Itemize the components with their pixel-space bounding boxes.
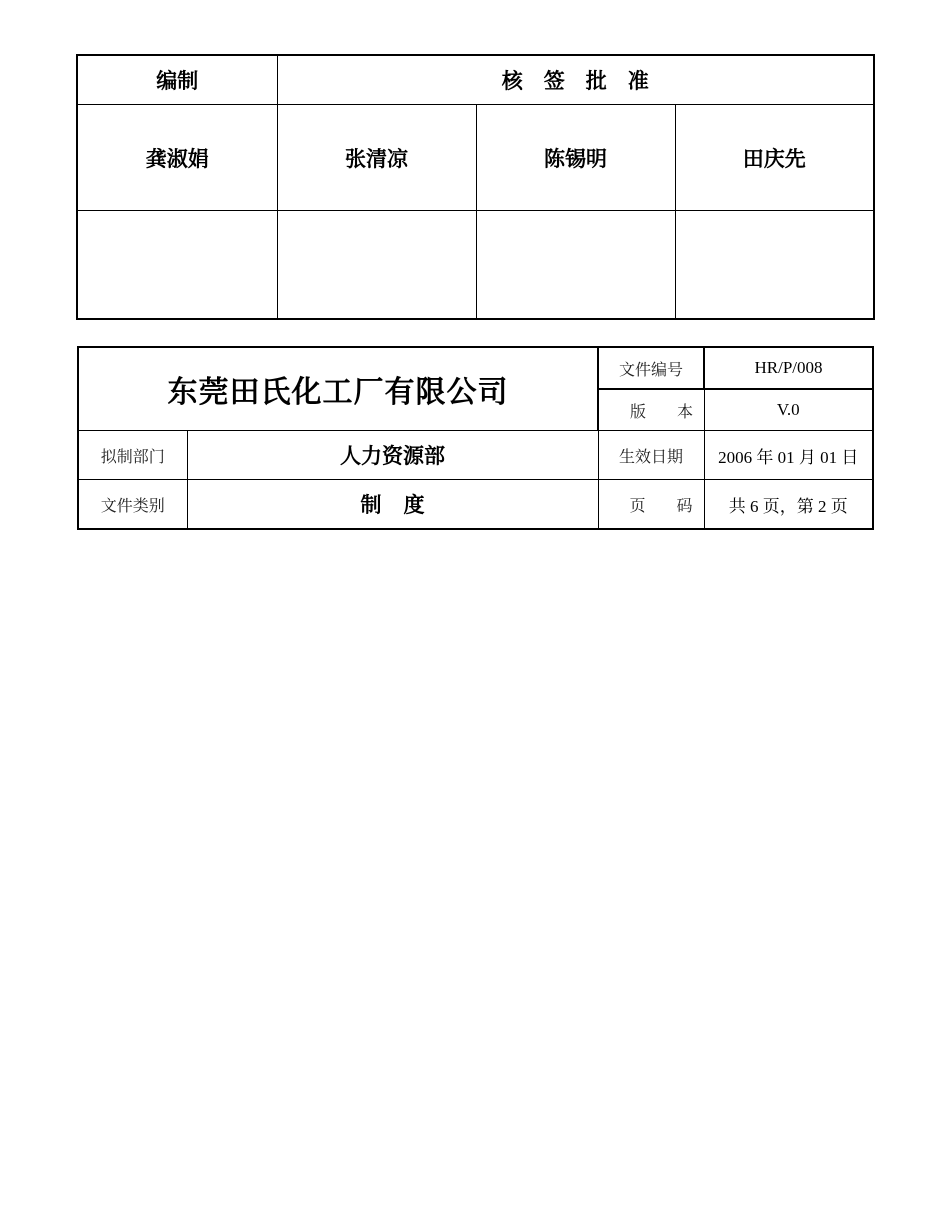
page-value: 共 6 页，第 2 页 (704, 480, 873, 530)
signature-cell-1 (77, 211, 277, 320)
company-name: 东莞田氏化工厂有限公司 (78, 347, 598, 431)
dept-label: 拟制部门 (78, 431, 187, 480)
signature-cell-2 (277, 211, 476, 320)
prepared-by-header: 编制 (77, 55, 277, 105)
signature-cell-3 (476, 211, 675, 320)
approver-name: 田庆先 (675, 105, 874, 211)
effective-date-label: 生效日期 (598, 431, 704, 480)
doc-row-4 (78, 480, 873, 530)
review-approve-header: 核签批准 (277, 55, 874, 105)
doc-row-1 (78, 347, 873, 389)
approval-header-row (77, 55, 874, 105)
version-value: V.0 (704, 389, 873, 431)
version-label: 版本 (598, 389, 704, 431)
doc-number-value: HR/P/008 (704, 347, 873, 389)
category-value: 制度 (187, 480, 598, 530)
effective-date-value: 2006 年 01 月 01 日 (704, 431, 873, 480)
approver-names-row (77, 105, 874, 211)
preparer-name: 龚淑娟 (77, 105, 277, 211)
approval-table (76, 54, 875, 320)
dept-value: 人力资源部 (187, 431, 598, 480)
document-header-table (77, 346, 874, 530)
page-label: 页码 (598, 480, 704, 530)
doc-number-label: 文件编号 (598, 347, 704, 389)
signature-row (77, 211, 874, 320)
signature-cell-4 (675, 211, 874, 320)
doc-row-3 (78, 431, 873, 480)
reviewer-name-2: 陈锡明 (476, 105, 675, 211)
reviewer-name-1: 张清凉 (277, 105, 476, 211)
category-label: 文件类别 (78, 480, 187, 530)
